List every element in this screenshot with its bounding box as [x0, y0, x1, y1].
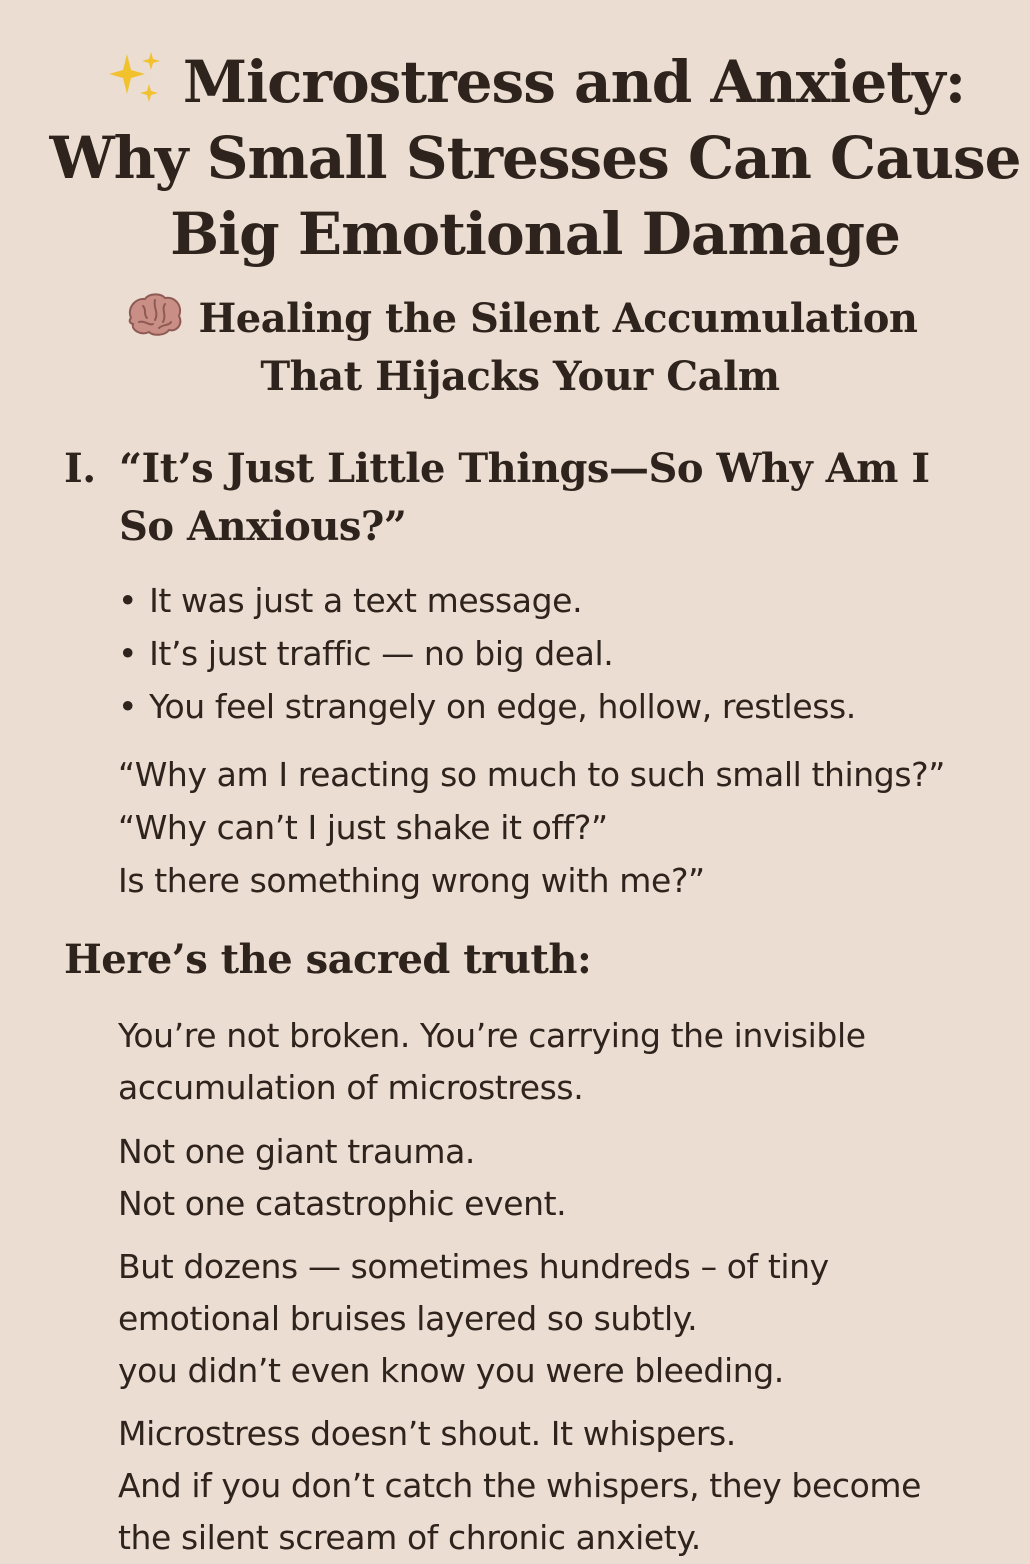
list-item — [118, 627, 856, 680]
sparkles-icon — [105, 50, 165, 106]
paragraph-3 — [118, 1241, 829, 1397]
question-block — [118, 748, 945, 907]
question-line: “Why am I reacting so much to such small things?” — [118, 755, 945, 794]
article-subtitle — [60, 290, 980, 406]
bullet-text: It was just a text message. — [149, 581, 583, 620]
subtitle-line-1 — [60, 290, 980, 348]
brain-icon — [123, 290, 185, 338]
bullet-icon: • — [118, 687, 138, 726]
paragraph-line: accumulation of microstress. — [118, 1068, 584, 1107]
paragraph-2 — [118, 1126, 566, 1230]
list-item — [118, 574, 856, 627]
title-line-3: Big Emotional Damage — [170, 200, 900, 268]
paragraph-line: the silent scream of chronic anxiety. — [118, 1518, 701, 1557]
paragraph-4 — [118, 1408, 921, 1564]
paragraph-line: You’re not broken. You’re carrying the invisible — [118, 1016, 866, 1055]
paragraph-line: Not one catastrophic event. — [118, 1184, 567, 1223]
section-numeral: I. — [64, 445, 96, 492]
paragraph-line: Microstress doesn’t shout. It whispers. — [118, 1414, 736, 1453]
title-line-2: Why Small Stresses Can Cause — [49, 124, 1021, 192]
paragraph-line: And if you don’t catch the whispers, they become — [118, 1466, 922, 1505]
subtitle-text-1: Healing the Silent Accumulation — [198, 295, 918, 342]
question-line: Is there something wrong with me?” — [118, 861, 705, 900]
paragraph-1 — [118, 1010, 866, 1114]
question-line: “Why can’t I just shake it off?” — [118, 808, 608, 847]
bullet-icon: • — [118, 634, 138, 673]
bullet-list — [118, 574, 856, 733]
paragraph-line: you didn’t even know you were bleeding. — [118, 1351, 784, 1390]
paragraph-line: Not one giant trauma. — [118, 1132, 475, 1171]
truth-heading: Here’s the sacred truth: — [64, 936, 592, 983]
paragraph-line: But dozens — sometimes hundreds – of tiny — [118, 1247, 829, 1286]
list-item — [118, 680, 856, 733]
bullet-icon: • — [118, 581, 138, 620]
paragraph-line: emotional bruises layered so subtly. — [118, 1299, 698, 1338]
title-line-1 — [40, 44, 1030, 120]
section-heading-line-1: “It’s Just Little Things—So Why Am I — [119, 445, 930, 492]
article-title — [40, 44, 1030, 272]
subtitle-line-2: That Hijacks Your Calm — [260, 353, 780, 400]
bullet-text: It’s just traffic — no big deal. — [149, 634, 614, 673]
bullet-text: You feel strangely on edge, hollow, restless. — [149, 687, 856, 726]
section-heading-line-2: So Anxious?” — [119, 503, 407, 550]
section-1-heading — [64, 440, 964, 556]
title-text-1: Microstress and Anxiety: — [182, 48, 966, 116]
